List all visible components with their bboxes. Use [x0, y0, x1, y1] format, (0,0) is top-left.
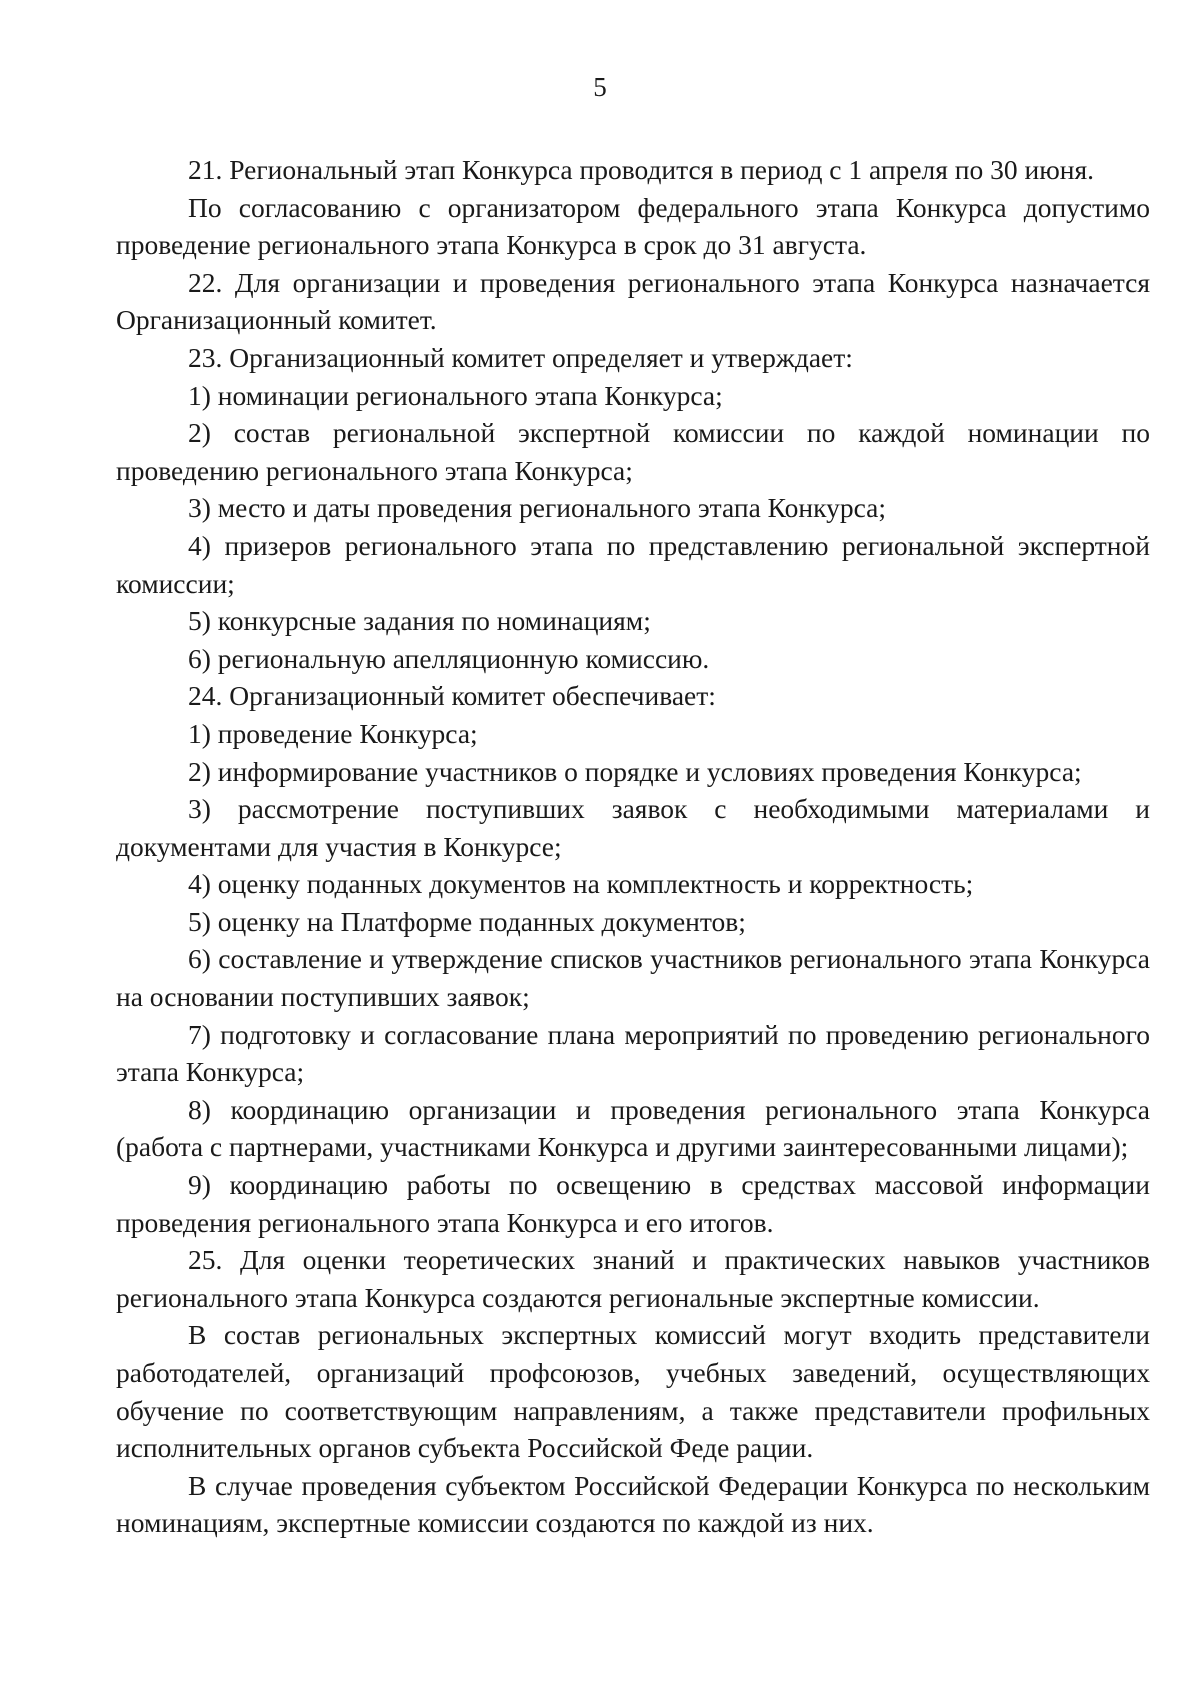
paragraph-23-item-4: 4) призеров регионального этапа по представлению региональной экспертной комиссии; — [116, 529, 1150, 599]
paragraph-24-item-9: 9) координацию работы по освещению в средствах массовой информации проведения регионального этапа Конкурса и его итогов. — [116, 1169, 1150, 1238]
paragraph-21: 21. Региональный этап Конкурса проводится в период с 1 апреля по 30 июня. — [188, 154, 1094, 185]
paragraph-23: 23. Организационный комитет определяет и утверждает: — [188, 341, 853, 373]
paragraph-24-item-8: 8) координацию организации и проведения регионального этапа Конкурса (работа с партнерами, участниками Конкурса и другими заинтересованными лицами); — [116, 1093, 1150, 1163]
paragraph-24-item-7: 7) подготовку и согласование плана мероприятий по проведению регионального этапа Конкурса; — [116, 1018, 1150, 1088]
paragraph-23-item-1: 1) номинации регионального этапа Конкурса; — [188, 379, 723, 411]
paragraph-23-item-5: 5) конкурсные задания по номинациям; — [188, 605, 651, 637]
paragraph-24-item-4: 4) оценку поданных документов на комплектность и корректность; — [188, 868, 974, 900]
paragraph-24: 24. Организационный комитет обеспечивает: — [188, 680, 716, 712]
paragraph-21-extension: По согласованию с организатором федерального этапа Конкурса допустимо проведение регионального этапа Конкурса в срок до 31 августа. — [116, 191, 1150, 261]
paragraph-25-composition: В состав региональных экспертных комиссий могут входить представители работодателей, организаций профсоюзов, учебных заведений, осуществляющих обучение по соответствующим направлениям, а также представители профильных исполнительных органов субъекта Российской Феде рации. — [116, 1319, 1150, 1464]
document-body — [116, 151, 1150, 1542]
paragraph-24-item-2: 2) информирование участников о порядке и условиях проведения Конкурса; — [188, 755, 1082, 787]
paragraph-23-item-2: 2) состав региональной экспертной комиссии по каждой номинации по проведению регионального этапа Конкурса; — [116, 417, 1150, 486]
paragraph-24-item-6: 6) составление и утверждение списков участников регионального этапа Конкурса на основании поступивших заявок; — [116, 943, 1150, 1013]
page-number: 5 — [593, 72, 607, 102]
paragraph-23-item-3: 3) место и даты проведения регионального этапа Конкурса; — [188, 492, 886, 524]
paragraph-24-item-5: 5) оценку на Платформе поданных документов; — [188, 905, 746, 937]
paragraph-23-item-6: 6) региональную апелляционную комиссию. — [188, 642, 710, 674]
paragraph-25-nominations: В случае проведения субъектом Российской Федерации Конкурса по нескольким номинациям, экспертные комиссии создаются по каждой из них. — [116, 1469, 1150, 1539]
paragraph-22: 22. Для организации и проведения регионального этапа Конкурса назначается Организационный комитет. — [116, 266, 1150, 336]
paragraph-24-item-3: 3) рассмотрение поступивших заявок с необходимыми материалами и документами для участия в Конкурсе; — [116, 793, 1150, 862]
paragraph-25: 25. Для оценки теоретических знаний и практических навыков участников регионального этапа Конкурса создаются региональные экспертные комиссии. — [116, 1244, 1150, 1313]
paragraph-24-item-1: 1) проведение Конкурса; — [188, 717, 478, 749]
